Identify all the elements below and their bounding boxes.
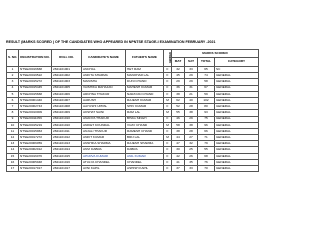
total-cell: 75 <box>198 116 215 122</box>
mat-cell: 45 <box>172 73 185 79</box>
category-cell: GENERAL <box>215 147 259 153</box>
father-name-cell: NARAYAN CHAND <box>126 91 164 97</box>
page-title: RESULT (MARKS SCORED ) OF THE CANDIDATES WHO APPEARED IN NPNTSE STAGE-I EXAMINATION FEBRUARY -2021 <box>6 40 216 44</box>
roll-cell: 2821101003 <box>52 79 82 85</box>
total-cell: 67 <box>198 85 215 91</box>
sno-cell: 4 <box>7 85 19 91</box>
category-cell: SC <box>215 67 259 73</box>
roll-cell: 2821101017 <box>52 166 82 172</box>
gender-cell: M <box>164 135 172 141</box>
roll-cell: 2821101010 <box>52 116 82 122</box>
sat-cell: 35 <box>185 159 198 165</box>
gender-cell: F <box>164 153 172 159</box>
registration-cell: NTSE20011059 <box>19 116 52 122</box>
candidate-name-cell: ANCHAL <box>82 67 126 73</box>
mat-cell: 62 <box>172 97 185 103</box>
registration-cell: NTSE20006059 <box>19 141 52 147</box>
roll-cell: 2821101009 <box>52 110 82 116</box>
candidate-name-cell: MANISHA <box>82 79 126 85</box>
candidate-name-cell: AAYUSHI UPPAL <box>82 104 126 110</box>
candidate-name-cell: ANJALI THAKUR <box>82 128 126 134</box>
sat-cell: 29 <box>185 79 198 85</box>
category-cell: GENERAL <box>215 85 259 91</box>
total-cell: 71 <box>198 135 215 141</box>
roll-cell: 2821101007 <box>52 97 82 103</box>
candidate-name-cell: ANKITA SHARMA <box>82 73 126 79</box>
category-cell: GENERAL <box>215 73 259 79</box>
category-cell: GENERAL <box>215 128 259 134</box>
registration-cell: NTSE20015445 <box>19 85 52 91</box>
sat-cell: 28 <box>185 128 198 134</box>
total-cell: 55 <box>198 147 215 153</box>
candidate-name-cell: AVNI KAPIL <box>82 166 126 172</box>
gender-cell: M <box>164 122 172 128</box>
mat-cell: 37 <box>172 166 185 172</box>
category-cell: GENERAL <box>215 79 259 85</box>
sat-cell: 31 <box>185 85 198 91</box>
gender-cell: F <box>164 73 172 79</box>
category-cell: GENERAL <box>215 116 259 122</box>
mat-cell: 41 <box>172 159 185 165</box>
mat-cell: 52 <box>172 104 185 110</box>
roll-cell: 2821101013 <box>52 141 82 147</box>
mat-cell: 44 <box>172 135 185 141</box>
sat-cell: 38 <box>185 110 198 116</box>
registration-cell: NTSE20002012 <box>19 147 52 153</box>
registration-cell: NTSE20015219 <box>19 122 52 128</box>
registration-cell: NTSE20002743 <box>19 104 52 110</box>
category-cell: GENERAL <box>215 104 259 110</box>
mat-cell: 36 <box>172 85 185 91</box>
father-name-cell: MANOHAR LAL <box>126 73 164 79</box>
sat-cell: 26 <box>185 153 198 159</box>
sat-cell: 40 <box>185 97 198 103</box>
total-cell: 80 <box>198 104 215 110</box>
sat-cell: 25 <box>185 147 198 153</box>
candidate-name-cell: APURVA KUMARI <box>82 153 126 159</box>
gender-cell: F <box>164 147 172 153</box>
sno-cell: 10 <box>7 122 19 128</box>
gender-cell: F <box>164 79 172 85</box>
father-name-cell: RAJESH KUMAR <box>126 97 164 103</box>
sat-cell: 38 <box>185 122 198 128</box>
roll-cell: 2821101008 <box>52 104 82 110</box>
mat-cell: 42 <box>172 153 185 159</box>
sat-cell: 33 <box>185 67 198 73</box>
gender-cell: F <box>164 166 172 172</box>
sno-cell: 7 <box>7 104 19 110</box>
gender-cell: F <box>164 116 172 122</box>
father-name-cell: SHIV KUMAR <box>126 104 164 110</box>
mat-cell: 30 <box>172 147 185 153</box>
candidate-name-cell: ARCHNA THAKUR <box>82 91 126 97</box>
total-cell: 102 <box>198 97 215 103</box>
total-cell: 74 <box>198 73 215 79</box>
sat-cell: 27 <box>185 135 198 141</box>
sno-cell: 17 <box>7 166 19 172</box>
header-sno: S. NO. <box>7 50 19 67</box>
category-cell: GENERAL <box>215 122 259 128</box>
candidate-name-cell: VAISHIKA MAHAJAN <box>82 85 126 91</box>
roll-cell: 2821101014 <box>52 147 82 153</box>
total-cell: 58 <box>198 79 215 85</box>
roll-cell: 2821101005 <box>52 85 82 91</box>
roll-cell: 2821101002 <box>52 73 82 79</box>
sat-cell: 33 <box>185 166 198 172</box>
roll-cell: 2821101011 <box>52 128 82 134</box>
sat-cell: 28 <box>185 104 198 110</box>
category-cell: GENERAL <box>215 97 259 103</box>
registration-cell: NTSE20016668 <box>19 67 52 73</box>
roll-cell: 2821101015 <box>52 153 82 159</box>
father-name-cell: BRIJ LAL <box>126 135 164 141</box>
category-cell: GENERAL <box>215 166 259 172</box>
results-table <box>6 49 259 172</box>
sno-cell: 16 <box>7 159 19 165</box>
sno-cell: 2 <box>7 73 19 79</box>
mat-cell: 46 <box>172 116 185 122</box>
father-name-cell: BHAG SINGH <box>126 116 164 122</box>
roll-cell: 2821101001 <box>52 67 82 73</box>
total-cell: 68 <box>198 153 215 159</box>
sat-cell: 29 <box>185 116 198 122</box>
total-cell: 66 <box>198 128 215 134</box>
father-name-cell: RAM LAL <box>126 110 164 116</box>
father-name-cell: HET RAM <box>126 67 164 73</box>
registration-cell: NTSE20016076 <box>19 153 52 159</box>
candidate-name-cell: ANVI DABRA <box>82 147 126 153</box>
sno-cell: 9 <box>7 116 19 122</box>
gender-cell: M <box>164 110 172 116</box>
candidate-name-cell: AARUSH <box>82 97 126 103</box>
sno-cell: 1 <box>7 67 19 73</box>
category-cell: GENERAL <box>215 135 259 141</box>
registration-cell: NTSE20001440 <box>19 97 52 103</box>
total-cell: 59 <box>198 91 215 97</box>
mat-cell: 38 <box>172 128 185 134</box>
sno-cell: 13 <box>7 141 19 147</box>
mat-cell: 47 <box>172 141 185 147</box>
header-registration: REGISTRATION NO. <box>19 50 52 67</box>
mat-cell: 58 <box>172 122 185 128</box>
category-cell: GENERAL <box>215 141 259 147</box>
registration-cell: NTSE20015272 <box>19 79 52 85</box>
gender-cell: F <box>164 67 172 73</box>
category-cell: GENERAL <box>215 153 259 159</box>
roll-cell: 2821101016 <box>52 159 82 165</box>
gender-cell: F <box>164 91 172 97</box>
header-marks-scored: MARKS SCORED <box>172 50 259 58</box>
father-name-cell: ANIL KUMAR <box>126 153 164 159</box>
total-cell: 79 <box>198 141 215 147</box>
mat-cell: 38 <box>172 91 185 97</box>
gender-cell: F <box>164 128 172 134</box>
sat-cell: 29 <box>185 73 198 79</box>
candidate-name-cell: ANIKET KOUNDAL <box>82 122 126 128</box>
gender-cell: M <box>164 97 172 103</box>
header-gender-label: GENDER <box>168 52 172 64</box>
header-mat: MAT <box>172 58 185 67</box>
candidate-name-cell: ANKIT KUMAR <box>82 135 126 141</box>
gender-cell: F <box>164 159 172 165</box>
mat-cell: 55 <box>172 110 185 116</box>
sno-cell: 5 <box>7 91 19 97</box>
registration-cell: NTSE20019522 <box>19 73 52 79</box>
table-row <box>7 166 259 172</box>
header-candidate-name: CANDIDATE'S NAME <box>82 50 126 67</box>
header-total: TOTAL <box>198 58 215 67</box>
father-name-cell: CHANDEL <box>126 159 164 165</box>
registration-cell: NTSE20017272 <box>19 135 52 141</box>
registration-cell: NTSE20017017 <box>19 166 52 172</box>
gender-cell: F <box>164 141 172 147</box>
registration-cell: NTSE20015668 <box>19 91 52 97</box>
gender-cell: F <box>164 85 172 91</box>
father-name-cell: DUNI CHAND <box>126 79 164 85</box>
sno-cell: 11 <box>7 128 19 134</box>
total-cell: 65 <box>198 67 215 73</box>
roll-cell: 2821101010 <box>52 122 82 128</box>
candidate-name-cell: AKSHAT SAINI <box>82 110 126 116</box>
father-name-cell: RAMESH CHAND <box>126 128 164 134</box>
mat-cell: 29 <box>172 79 185 85</box>
father-name-cell: DABRA <box>126 147 164 153</box>
category-cell: GENERAL <box>215 91 259 97</box>
category-cell: GENERAL <box>215 110 259 116</box>
header-father-name: FATHER'S NAME <box>126 50 164 67</box>
sno-cell: 14 <box>7 147 19 153</box>
gender-cell: F <box>164 104 172 110</box>
sat-cell: 21 <box>185 91 198 97</box>
sat-cell: 32 <box>185 141 198 147</box>
total-cell: 76 <box>198 159 215 165</box>
roll-cell: 2821101006 <box>52 91 82 97</box>
registration-cell: NTSE20015963 <box>19 128 52 134</box>
father-name-cell: RAJESH SHARMA <box>126 141 164 147</box>
total-cell: 70 <box>198 166 215 172</box>
category-cell: GENERAL <box>215 159 259 165</box>
header-gender <box>164 50 172 67</box>
candidate-name-cell: ATULYA CHANDEL <box>82 159 126 165</box>
header-sat: SAT <box>185 58 198 67</box>
sno-cell: 3 <box>7 79 19 85</box>
father-name-cell: MAHESH KUMAR <box>126 85 164 91</box>
roll-cell: 2821101012 <box>52 135 82 141</box>
header-category: CATEGORY <box>215 58 259 67</box>
sno-cell: 15 <box>7 153 19 159</box>
total-cell: 96 <box>198 122 215 128</box>
sno-cell: 12 <box>7 135 19 141</box>
father-name-cell: VIJAY CHAND <box>126 122 164 128</box>
candidate-name-cell: ANSHIKA SHARMA <box>82 141 126 147</box>
sno-cell: 8 <box>7 110 19 116</box>
total-cell: 93 <box>198 110 215 116</box>
father-name-cell: ASHISH KAPIL <box>126 166 164 172</box>
registration-cell: NTSE20005948 <box>19 159 52 165</box>
sno-cell: 6 <box>7 97 19 103</box>
candidate-name-cell: ANANYA THAKUR <box>82 116 126 122</box>
header-roll: ROLL NO. <box>52 50 82 67</box>
mat-cell: 32 <box>172 67 185 73</box>
registration-cell: NTSE20010009 <box>19 110 52 116</box>
